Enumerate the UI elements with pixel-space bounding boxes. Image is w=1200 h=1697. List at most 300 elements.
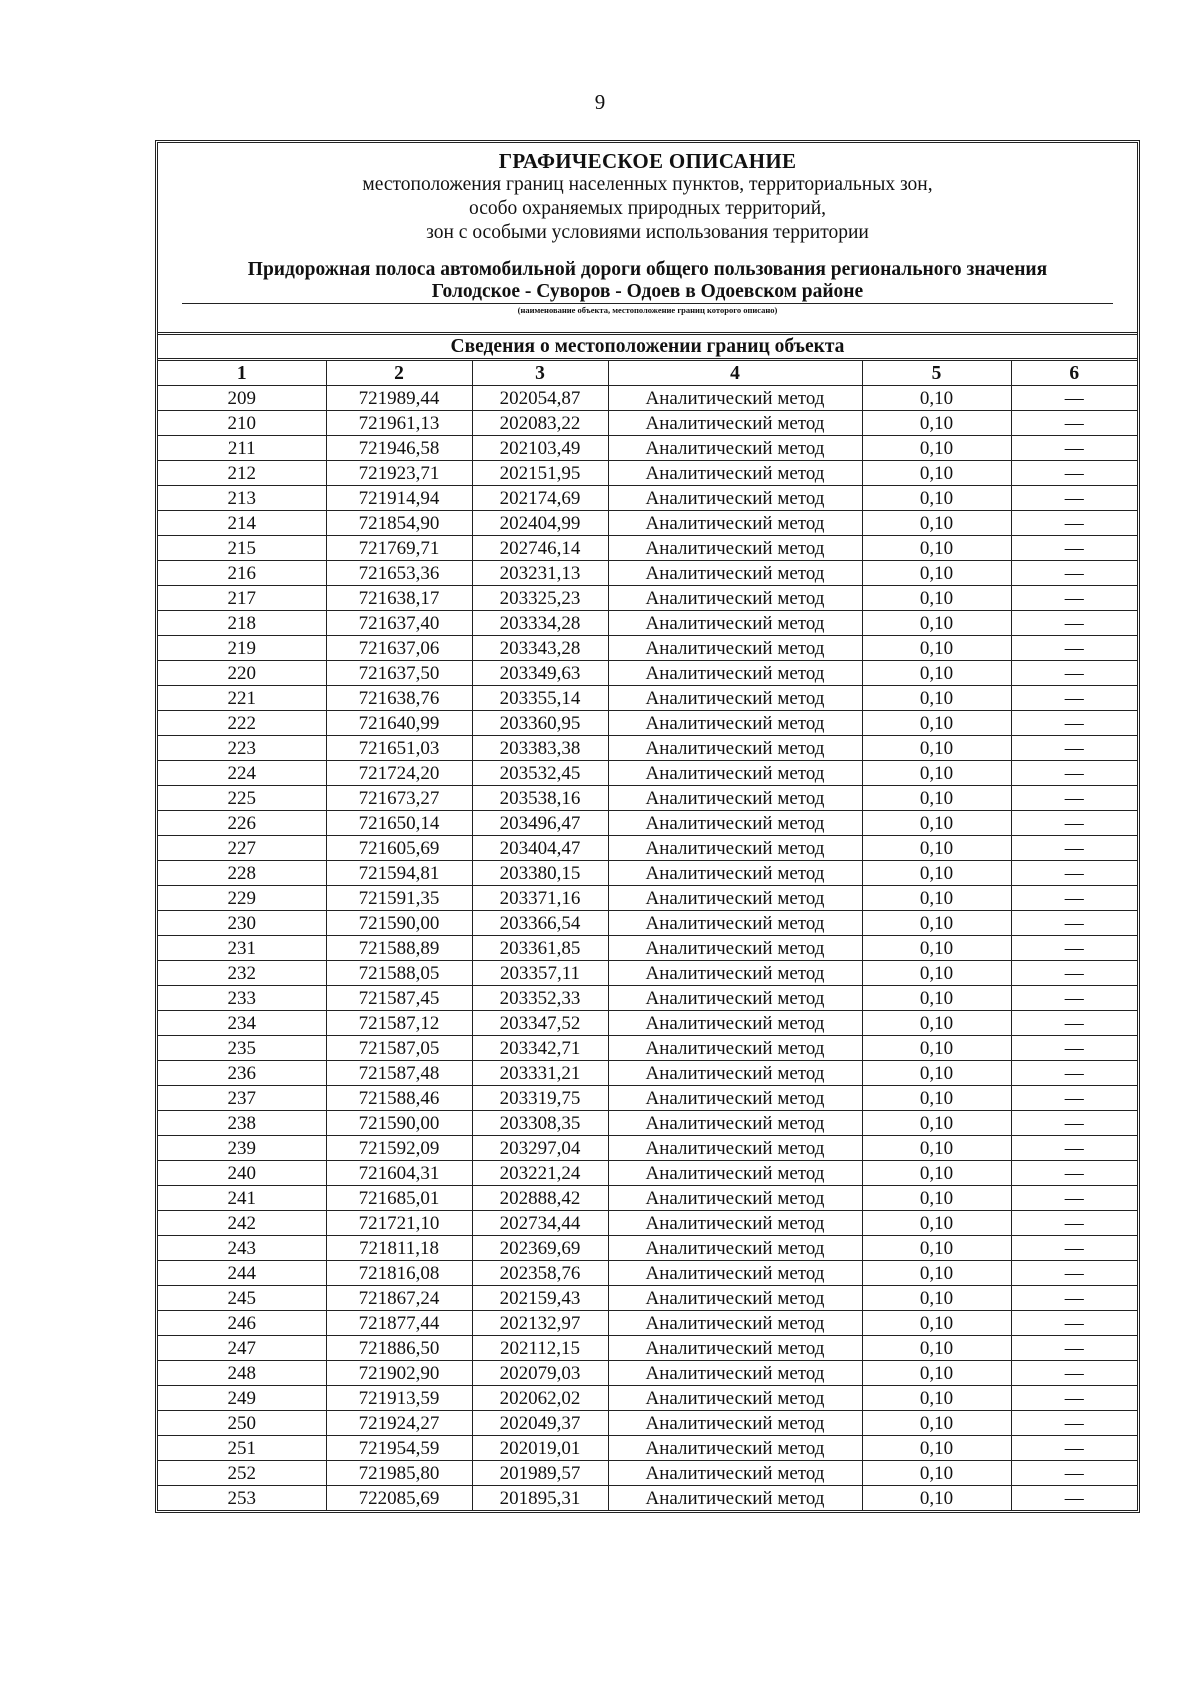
table-cell: Аналитический метод	[608, 1236, 862, 1261]
table-cell: 225	[158, 786, 326, 811]
table-cell: Аналитический метод	[608, 711, 862, 736]
table-cell: 0,10	[862, 536, 1011, 561]
table-cell: 203297,04	[472, 1136, 608, 1161]
table-cell: Аналитический метод	[608, 736, 862, 761]
table-cell: 251	[158, 1436, 326, 1461]
table-cell: Аналитический метод	[608, 1211, 862, 1236]
table-row	[158, 1436, 1137, 1461]
table-cell: Аналитический метод	[608, 1286, 862, 1311]
table-cell: 0,10	[862, 411, 1011, 436]
table-row	[158, 836, 1137, 861]
table-row	[158, 586, 1137, 611]
table-cell: Аналитический метод	[608, 1386, 862, 1411]
table-cell: 203383,38	[472, 736, 608, 761]
table-cell: 202734,44	[472, 1211, 608, 1236]
table-cell: 203334,28	[472, 611, 608, 636]
table-cell: Аналитический метод	[608, 1361, 862, 1386]
table-cell: Аналитический метод	[608, 1436, 862, 1461]
table-cell: 721924,27	[326, 1411, 472, 1436]
table-cell: 202151,95	[472, 461, 608, 486]
table-cell: 721588,89	[326, 936, 472, 961]
table-cell: 0,10	[862, 936, 1011, 961]
table-row	[158, 1261, 1137, 1286]
table-cell: 0,10	[862, 1286, 1011, 1311]
table-cell: 223	[158, 736, 326, 761]
table-cell: 203361,85	[472, 936, 608, 961]
table-cell: 721653,36	[326, 561, 472, 586]
table-cell: Аналитический метод	[608, 411, 862, 436]
table-row	[158, 911, 1137, 936]
table-cell: 231	[158, 936, 326, 961]
table-cell: —	[1011, 411, 1137, 436]
table-cell: 721954,59	[326, 1436, 472, 1461]
table-cell: 0,10	[862, 461, 1011, 486]
table-cell: —	[1011, 1261, 1137, 1286]
table-cell: Аналитический метод	[608, 461, 862, 486]
table-cell: 202369,69	[472, 1236, 608, 1261]
table-cell: Аналитический метод	[608, 1011, 862, 1036]
document-header	[158, 143, 1137, 335]
table-cell: Аналитический метод	[608, 1161, 862, 1186]
table-cell: 721923,71	[326, 461, 472, 486]
table-cell: 721985,80	[326, 1461, 472, 1486]
table-cell: —	[1011, 936, 1137, 961]
table-cell: —	[1011, 986, 1137, 1011]
table-cell: 721673,27	[326, 786, 472, 811]
table-cell: —	[1011, 761, 1137, 786]
table-cell: —	[1011, 386, 1137, 411]
table-cell: 721651,03	[326, 736, 472, 761]
table-cell: 0,10	[862, 636, 1011, 661]
table-cell: 721588,46	[326, 1086, 472, 1111]
table-cell: 0,10	[862, 1486, 1011, 1511]
table-cell: Аналитический метод	[608, 1311, 862, 1336]
table-cell: —	[1011, 911, 1137, 936]
table-cell: 721886,50	[326, 1336, 472, 1361]
table-cell: 0,10	[862, 1436, 1011, 1461]
table-cell: —	[1011, 736, 1137, 761]
table-row	[158, 411, 1137, 436]
table-cell: 234	[158, 1011, 326, 1036]
table-cell: 245	[158, 1286, 326, 1311]
table-cell: 0,10	[862, 1136, 1011, 1161]
table-cell: —	[1011, 536, 1137, 561]
table-cell: 0,10	[862, 686, 1011, 711]
table-cell: 0,10	[862, 886, 1011, 911]
table-row	[158, 811, 1137, 836]
table-cell: 0,10	[862, 1261, 1011, 1286]
table-row	[158, 886, 1137, 911]
table-cell: 202083,22	[472, 411, 608, 436]
page-number: 9	[594, 90, 606, 114]
table-cell: 0,10	[862, 611, 1011, 636]
table-cell: —	[1011, 1461, 1137, 1486]
table-cell: 721914,94	[326, 486, 472, 511]
subtitle-line-2: особо охраняемых природных территорий,	[469, 198, 826, 219]
table-cell: 214	[158, 511, 326, 536]
table-cell: —	[1011, 1236, 1137, 1261]
table-cell: Аналитический метод	[608, 1461, 862, 1486]
table-cell: 0,10	[862, 1386, 1011, 1411]
table-cell: 212	[158, 461, 326, 486]
table-cell: —	[1011, 1086, 1137, 1111]
column-header-3: 3	[472, 361, 608, 386]
table-cell: 721685,01	[326, 1186, 472, 1211]
table-cell: —	[1011, 486, 1137, 511]
table-cell: 721640,99	[326, 711, 472, 736]
table-cell: 202062,02	[472, 1386, 608, 1411]
table-cell: Аналитический метод	[608, 861, 862, 886]
object-caption: (наименование объекта, местоположение границ которого описано)	[517, 305, 778, 315]
table-cell: 202054,87	[472, 386, 608, 411]
table-cell: —	[1011, 1411, 1137, 1436]
table-cell: 239	[158, 1136, 326, 1161]
table-cell: 721913,59	[326, 1386, 472, 1411]
table-cell: —	[1011, 461, 1137, 486]
table-cell: 721590,00	[326, 911, 472, 936]
table-row	[158, 711, 1137, 736]
column-header-6: 6	[1011, 361, 1137, 386]
table-row	[158, 561, 1137, 586]
table-cell: Аналитический метод	[608, 661, 862, 686]
table-cell: 0,10	[862, 1211, 1011, 1236]
table-row	[158, 1211, 1137, 1236]
table-cell: 721769,71	[326, 536, 472, 561]
column-header-4: 4	[608, 361, 862, 386]
table-cell: 0,10	[862, 861, 1011, 886]
table-cell: 721592,09	[326, 1136, 472, 1161]
table-cell: 217	[158, 586, 326, 611]
table-cell: 211	[158, 436, 326, 461]
table-cell: 227	[158, 836, 326, 861]
table-cell: 721591,35	[326, 886, 472, 911]
table-cell: —	[1011, 1011, 1137, 1036]
column-header-5: 5	[862, 361, 1011, 386]
section-title: Сведения о местоположении границ объекта	[158, 335, 1137, 361]
table-cell: 232	[158, 961, 326, 986]
table-cell: 721811,18	[326, 1236, 472, 1261]
table-cell: 203343,28	[472, 636, 608, 661]
table-cell: Аналитический метод	[608, 1111, 862, 1136]
table-cell: 226	[158, 811, 326, 836]
table-row	[158, 1286, 1137, 1311]
table-cell: —	[1011, 961, 1137, 986]
table-cell: 203366,54	[472, 911, 608, 936]
table-row	[158, 961, 1137, 986]
table-row	[158, 636, 1137, 661]
table-cell: 721637,40	[326, 611, 472, 636]
table-cell: 203221,24	[472, 1161, 608, 1186]
table-row	[158, 1061, 1137, 1086]
table-row	[158, 1111, 1137, 1136]
table-cell: 203308,35	[472, 1111, 608, 1136]
table-cell: 721961,13	[326, 411, 472, 436]
table-cell: 243	[158, 1236, 326, 1261]
table-cell: Аналитический метод	[608, 961, 862, 986]
table-cell: 203352,33	[472, 986, 608, 1011]
table-cell: Аналитический метод	[608, 1186, 862, 1211]
table-cell: Аналитический метод	[608, 1086, 862, 1111]
table-cell: 0,10	[862, 1336, 1011, 1361]
table-row	[158, 986, 1137, 1011]
table-cell: 0,10	[862, 786, 1011, 811]
table-cell: 203331,21	[472, 1061, 608, 1086]
table-cell: 203231,13	[472, 561, 608, 586]
table-cell: 721588,05	[326, 961, 472, 986]
table-cell: —	[1011, 436, 1137, 461]
table-cell: 0,10	[862, 1086, 1011, 1111]
table-cell: 721587,05	[326, 1036, 472, 1061]
table-cell: Аналитический метод	[608, 536, 862, 561]
table-cell: 203532,45	[472, 761, 608, 786]
table-cell: 0,10	[862, 1111, 1011, 1136]
table-cell: Аналитический метод	[608, 1036, 862, 1061]
table-cell: 0,10	[862, 386, 1011, 411]
table-cell: 203357,11	[472, 961, 608, 986]
table-cell: —	[1011, 561, 1137, 586]
table-cell: 0,10	[862, 1161, 1011, 1186]
table-row	[158, 386, 1137, 411]
table-cell: Аналитический метод	[608, 1136, 862, 1161]
table-cell: 0,10	[862, 486, 1011, 511]
table-cell: Аналитический метод	[608, 486, 862, 511]
table-cell: 0,10	[862, 811, 1011, 836]
object-name-line-1: Придорожная полоса автомобильной дороги общего пользования регионального значения	[247, 259, 1048, 280]
coordinates-table	[158, 361, 1137, 1510]
table-cell: 721816,08	[326, 1261, 472, 1286]
table-cell: 218	[158, 611, 326, 636]
table-cell: Аналитический метод	[608, 761, 862, 786]
table-cell: —	[1011, 1361, 1137, 1386]
object-name-line-2: Голодское - Суворов - Одоев в Одоевском районе	[182, 281, 1113, 304]
table-cell: 203347,52	[472, 1011, 608, 1036]
table-cell: 721590,00	[326, 1111, 472, 1136]
table-row	[158, 611, 1137, 636]
table-cell: 250	[158, 1411, 326, 1436]
table-cell: —	[1011, 611, 1137, 636]
table-cell: Аналитический метод	[608, 1411, 862, 1436]
table-row	[158, 1386, 1137, 1411]
table-cell: —	[1011, 811, 1137, 836]
table-cell: 721854,90	[326, 511, 472, 536]
table-cell: Аналитический метод	[608, 611, 862, 636]
table-cell: —	[1011, 1111, 1137, 1136]
table-cell: —	[1011, 1136, 1137, 1161]
table-cell: Аналитический метод	[608, 586, 862, 611]
table-cell: 202358,76	[472, 1261, 608, 1286]
table-cell: 721724,20	[326, 761, 472, 786]
table-cell: 0,10	[862, 711, 1011, 736]
table-row	[158, 1461, 1137, 1486]
table-cell: —	[1011, 861, 1137, 886]
table-cell: 215	[158, 536, 326, 561]
table-cell: —	[1011, 586, 1137, 611]
table-cell: 203360,95	[472, 711, 608, 736]
table-cell: 228	[158, 861, 326, 886]
table-row	[158, 1136, 1137, 1161]
table-cell: 201989,57	[472, 1461, 608, 1486]
table-cell: 216	[158, 561, 326, 586]
table-cell: 203496,47	[472, 811, 608, 836]
table-cell: —	[1011, 1386, 1137, 1411]
table-cell: 0,10	[862, 1361, 1011, 1386]
table-cell: Аналитический метод	[608, 636, 862, 661]
table-cell: 202746,14	[472, 536, 608, 561]
table-cell: 202079,03	[472, 1361, 608, 1386]
table-cell: 0,10	[862, 661, 1011, 686]
table-row	[158, 461, 1137, 486]
table-cell: 0,10	[862, 986, 1011, 1011]
table-cell: —	[1011, 1436, 1137, 1461]
table-cell: —	[1011, 1286, 1137, 1311]
table-cell: 721594,81	[326, 861, 472, 886]
table-cell: 721946,58	[326, 436, 472, 461]
table-header-row	[158, 361, 1137, 386]
table-row	[158, 1086, 1137, 1111]
table-cell: 0,10	[862, 436, 1011, 461]
table-cell: —	[1011, 511, 1137, 536]
table-cell: Аналитический метод	[608, 786, 862, 811]
table-cell: 201895,31	[472, 1486, 608, 1511]
table-cell: —	[1011, 686, 1137, 711]
table-row	[158, 1036, 1137, 1061]
table-cell: Аналитический метод	[608, 986, 862, 1011]
table-cell: 203349,63	[472, 661, 608, 686]
column-header-2: 2	[326, 361, 472, 386]
table-cell: 721605,69	[326, 836, 472, 861]
table-cell: 202112,15	[472, 1336, 608, 1361]
table-cell: —	[1011, 1311, 1137, 1336]
table-row	[158, 1011, 1137, 1036]
table-cell: 247	[158, 1336, 326, 1361]
table-cell: 721650,14	[326, 811, 472, 836]
table-cell: 721587,48	[326, 1061, 472, 1086]
table-row	[158, 736, 1137, 761]
table-cell: 202103,49	[472, 436, 608, 461]
table-row	[158, 761, 1137, 786]
table-body	[158, 386, 1137, 1511]
table-row	[158, 786, 1137, 811]
table-cell: 209	[158, 386, 326, 411]
table-cell: Аналитический метод	[608, 811, 862, 836]
table-cell: —	[1011, 1211, 1137, 1236]
table-cell: 0,10	[862, 736, 1011, 761]
table-cell: 203371,16	[472, 886, 608, 911]
table-cell: 0,10	[862, 836, 1011, 861]
table-cell: —	[1011, 886, 1137, 911]
table-cell: 0,10	[862, 1311, 1011, 1336]
table-cell: 203319,75	[472, 1086, 608, 1111]
table-cell: 0,10	[862, 586, 1011, 611]
table-cell: 721587,12	[326, 1011, 472, 1036]
document-frame	[155, 140, 1140, 1513]
table-cell: 230	[158, 911, 326, 936]
column-header-1: 1	[158, 361, 326, 386]
table-row	[158, 661, 1137, 686]
table-cell: —	[1011, 836, 1137, 861]
table-cell: —	[1011, 636, 1137, 661]
table-cell: 229	[158, 886, 326, 911]
table-cell: 721989,44	[326, 386, 472, 411]
table-row	[158, 486, 1137, 511]
table-cell: 202888,42	[472, 1186, 608, 1211]
table-cell: 238	[158, 1111, 326, 1136]
table-cell: —	[1011, 711, 1137, 736]
table-cell: 721637,50	[326, 661, 472, 686]
table-cell: 222	[158, 711, 326, 736]
table-row	[158, 1186, 1137, 1211]
table-cell: 252	[158, 1461, 326, 1486]
table-cell: 203404,47	[472, 836, 608, 861]
table-cell: 219	[158, 636, 326, 661]
subtitle-line-1: местоположения границ населенных пунктов, территориальных зон,	[362, 174, 933, 195]
table-cell: —	[1011, 786, 1137, 811]
table-cell: Аналитический метод	[608, 886, 862, 911]
table-cell: 203355,14	[472, 686, 608, 711]
table-cell: 0,10	[862, 1186, 1011, 1211]
subtitle-line-3: зон с особыми условиями использования территории	[426, 222, 869, 243]
table-cell: —	[1011, 1061, 1137, 1086]
table-cell: 202049,37	[472, 1411, 608, 1436]
table-cell: 721638,76	[326, 686, 472, 711]
table-cell: 233	[158, 986, 326, 1011]
table-cell: Аналитический метод	[608, 436, 862, 461]
table-cell: 203538,16	[472, 786, 608, 811]
table-cell: 0,10	[862, 761, 1011, 786]
table-cell: 210	[158, 411, 326, 436]
table-cell: Аналитический метод	[608, 561, 862, 586]
table-cell: 0,10	[862, 1011, 1011, 1036]
table-cell: 202174,69	[472, 486, 608, 511]
table-row	[158, 1411, 1137, 1436]
table-cell: 203380,15	[472, 861, 608, 886]
table-cell: 721867,24	[326, 1286, 472, 1311]
table-cell: Аналитический метод	[608, 686, 862, 711]
table-cell: 240	[158, 1161, 326, 1186]
table-cell: 213	[158, 486, 326, 511]
table-cell: 721721,10	[326, 1211, 472, 1236]
table-cell: 244	[158, 1261, 326, 1286]
table-cell: 721604,31	[326, 1161, 472, 1186]
table-row	[158, 436, 1137, 461]
table-cell: 202404,99	[472, 511, 608, 536]
table-row	[158, 1486, 1137, 1511]
document-title: ГРАФИЧЕСКОЕ ОПИСАНИЕ	[498, 149, 797, 173]
table-cell: 0,10	[862, 511, 1011, 536]
table-cell: 236	[158, 1061, 326, 1086]
table-row	[158, 1361, 1137, 1386]
table-row	[158, 1161, 1137, 1186]
table-row	[158, 536, 1137, 561]
table-row	[158, 1236, 1137, 1261]
table-cell: 235	[158, 1036, 326, 1061]
table-cell: Аналитический метод	[608, 1336, 862, 1361]
table-cell: —	[1011, 1486, 1137, 1511]
table-cell: —	[1011, 1186, 1137, 1211]
table-cell: 721877,44	[326, 1311, 472, 1336]
table-cell: 0,10	[862, 961, 1011, 986]
table-cell: 203342,71	[472, 1036, 608, 1061]
table-cell: 242	[158, 1211, 326, 1236]
table-cell: 246	[158, 1311, 326, 1336]
table-cell: 221	[158, 686, 326, 711]
table-cell: 248	[158, 1361, 326, 1386]
table-cell: 202019,01	[472, 1436, 608, 1461]
table-cell: —	[1011, 1161, 1137, 1186]
table-cell: 0,10	[862, 1411, 1011, 1436]
table-cell: 0,10	[862, 561, 1011, 586]
table-row	[158, 686, 1137, 711]
